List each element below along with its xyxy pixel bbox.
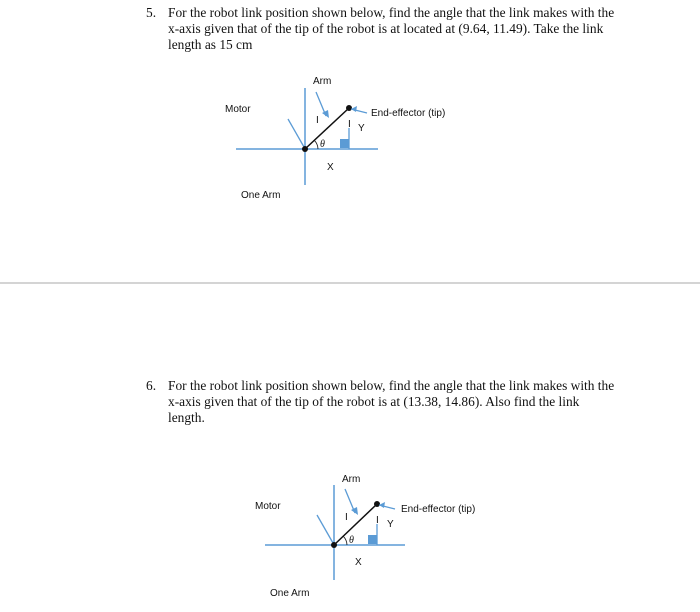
one-mark-tip: I xyxy=(376,515,379,526)
end-effector-label: End-effector (tip) xyxy=(401,504,476,515)
one-mark: I xyxy=(345,512,348,523)
x-label: X xyxy=(355,557,362,568)
x-label: X xyxy=(327,162,334,173)
theta-arc xyxy=(343,536,347,545)
question-text: For the robot link position shown below, find the angle that the link makes with the x-axis given that of the tip of the robot is at located at (9.64, 11.49). Take the link length as 15 cm xyxy=(168,5,615,52)
end-effector-label: End-effector (tip) xyxy=(371,108,446,119)
question-number: 6. xyxy=(146,378,157,393)
right-angle-marker xyxy=(368,535,377,544)
y-label: Y xyxy=(387,519,394,530)
theta-label: θ xyxy=(349,535,354,546)
one-arm-label: One Arm xyxy=(270,588,310,599)
arm-label: Arm xyxy=(342,474,361,485)
one-arm-label: One Arm xyxy=(241,190,281,201)
theta-label: θ xyxy=(320,139,325,150)
motor-joint xyxy=(331,542,337,548)
y-label: Y xyxy=(358,123,365,134)
one-mark: I xyxy=(316,115,319,126)
motor-label: Motor xyxy=(225,104,251,115)
end-effector-arrowhead xyxy=(379,502,385,508)
one-mark-tip: I xyxy=(348,119,351,130)
motor-label: Motor xyxy=(255,501,281,512)
question-number: 5. xyxy=(146,5,157,20)
arm-label: Arm xyxy=(313,76,332,87)
arm-arrowhead xyxy=(351,507,358,515)
motor-arrow xyxy=(317,515,333,543)
question-text: For the robot link position shown below, find the angle that the link makes with the x-axis given that of the tip of the robot is at (13.38, 14.86). Also find the link length. xyxy=(168,378,615,425)
end-effector-point xyxy=(374,501,380,507)
